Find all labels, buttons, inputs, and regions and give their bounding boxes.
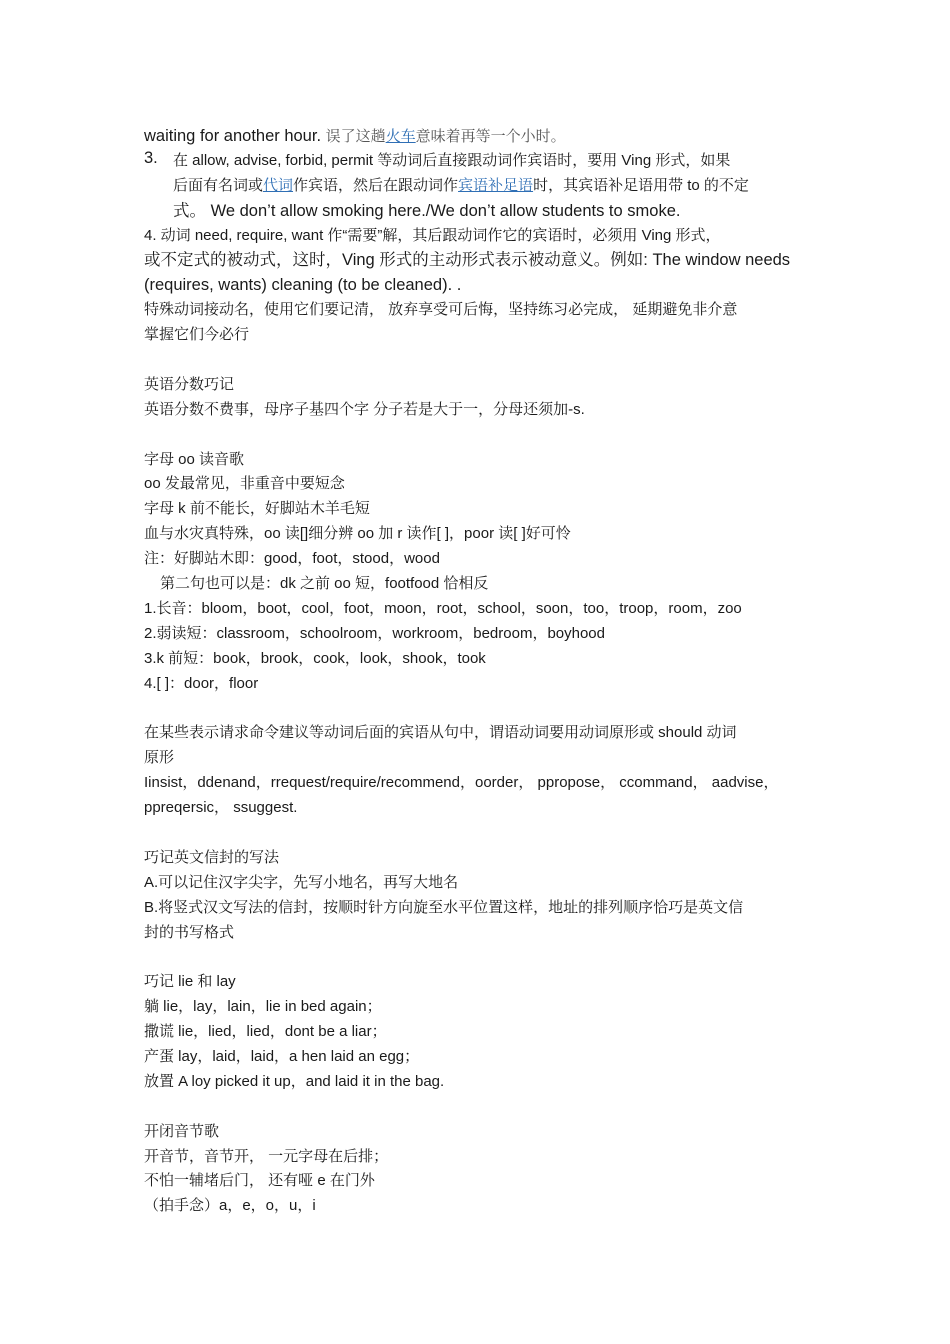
text-line: 血与水灾真特殊，oo 读[]细分辨 oo 加 r 读作[ ]，poor 读[ ]好可怜 — [144, 525, 571, 543]
text-segment: waiting for another hour. — [144, 127, 326, 145]
document-page — [144, 124, 810, 1219]
text-line: 2.弱读短：classroom，schoolroom，workroom，bedroom，boyhood — [144, 624, 605, 642]
paragraph-need: 或不定式的被动式，这时，Ving 形式的主动形式表示被动意义。例如: The window needs — [144, 251, 791, 270]
text-line: （拍手念）a，e，o，u，i — [144, 1197, 316, 1215]
text-line: 第二句也可以是：dk 之前 oo 短，footfood 恰相反 — [160, 575, 489, 593]
list-item-line: 式。 We don’t allow smoking here./We don’t allow students to smoke. — [173, 201, 681, 220]
section-title: 字母 oo 读音歌 — [144, 450, 245, 468]
text-line: 封的书写格式 — [144, 923, 235, 941]
section-title: 开闭音节歌 — [144, 1122, 220, 1140]
spacer — [144, 696, 810, 721]
text-segment: 意味着再等一个小时。 — [415, 128, 566, 145]
text-line: 1.长音：bloom，boot，cool，foot，moon，root，school，soon，too，troop，room，zoo — [144, 599, 742, 617]
link-daici[interactable]: 代词 — [263, 176, 294, 194]
spacer — [144, 821, 810, 846]
section-title: 巧记英文信封的写法 — [144, 848, 280, 866]
text-line: 产蛋 lay，laid，laid，a hen laid an egg； — [144, 1047, 420, 1065]
paragraph-should: Iinsist，ddenand，rrequest/require/recommend，oorder， ppropose， ccommand， aadvise， — [144, 774, 779, 792]
paragraph-fraction: 英语分数不费事，母序子基四个字 分子若是大于一，分母还须加-s. — [144, 400, 585, 418]
paragraph-should: 在某些表示请求命令建议等动词后面的宾语从句中，谓语动词要用动词原形或 should 动词 — [144, 724, 737, 742]
paragraph-need: 4. 动词 need, require, want 作“需要”解，其后跟动词作它的宾语时，必须用 Ving 形式， — [144, 226, 721, 244]
text-line: 放置 A loy picked it up，and laid it in the bag. — [144, 1072, 445, 1090]
text-line: 3.k 前短：book，brook，cook，look，shook，took — [144, 649, 486, 667]
paragraph-should: 原形 — [144, 749, 175, 767]
spacer — [144, 1095, 810, 1120]
text-segment: 误了这趟 — [325, 128, 386, 145]
text-line: 注：好脚站木即：good，foot，stood，wood — [144, 550, 440, 568]
spacer — [144, 423, 810, 448]
link-huoche[interactable]: 火车 — [385, 128, 416, 145]
text-line: oo 发最常见，非重音中要短念 — [144, 475, 345, 493]
text-line: 开音节，音节开， 一元字母在后排； — [144, 1147, 389, 1165]
spacer — [144, 348, 810, 373]
paragraph-special-verbs: 掌握它们今必行 — [144, 326, 250, 344]
link-binyu-buzuyu[interactable]: 宾语补足语 — [458, 176, 534, 194]
paragraph-waiting — [144, 124, 810, 149]
list-number: 3. — [144, 148, 158, 167]
text-segment: 时，其宾语补足语用带 to 的不定 — [533, 176, 749, 194]
paragraph-need: (requires, wants) cleaning (to be cleaned). . — [144, 276, 462, 295]
text-line: 不怕一辅堵后门， 还有哑 e 在门外 — [144, 1172, 375, 1190]
section-title: 英语分数巧记 — [144, 375, 235, 393]
list-item-line — [173, 174, 810, 199]
spacer — [144, 945, 810, 970]
text-line: 4.[ ]：door，floor — [144, 674, 259, 692]
list-item-3 — [144, 149, 810, 224]
paragraph-special-verbs: 特殊动词接动名，使用它们要记清， 放弃享受可后悔，坚持练习必完成， 延期避免非介意 — [144, 301, 738, 319]
paragraph-should: ppreqersic， ssuggest. — [144, 799, 298, 817]
text-line: 撒谎 lie，lied，lied，dont be a liar； — [144, 1023, 387, 1041]
text-line: 躺 lie，lay，lain，lie in bed again； — [144, 998, 382, 1016]
list-item-line: 在 allow, advise, forbid, permit 等动词后直接跟动词作宾语时，要用 Ving 形式，如果 — [173, 151, 731, 169]
text-line: 字母 k 前不能长，好脚站木羊毛短 — [144, 500, 370, 518]
text-line: A.可以记住汉字尖字，先写小地名，再写大地名 — [144, 873, 459, 891]
section-title: 巧记 lie 和 lay — [144, 973, 236, 991]
text-line: B.将竖式汉文写法的信封，按顺时针方向旋至水平位置这样，地址的排列顺序恰巧是英文信 — [144, 898, 744, 916]
text-segment: 后面有名词或 — [173, 176, 264, 194]
text-segment: 作宾语，然后在跟动词作 — [293, 176, 459, 194]
